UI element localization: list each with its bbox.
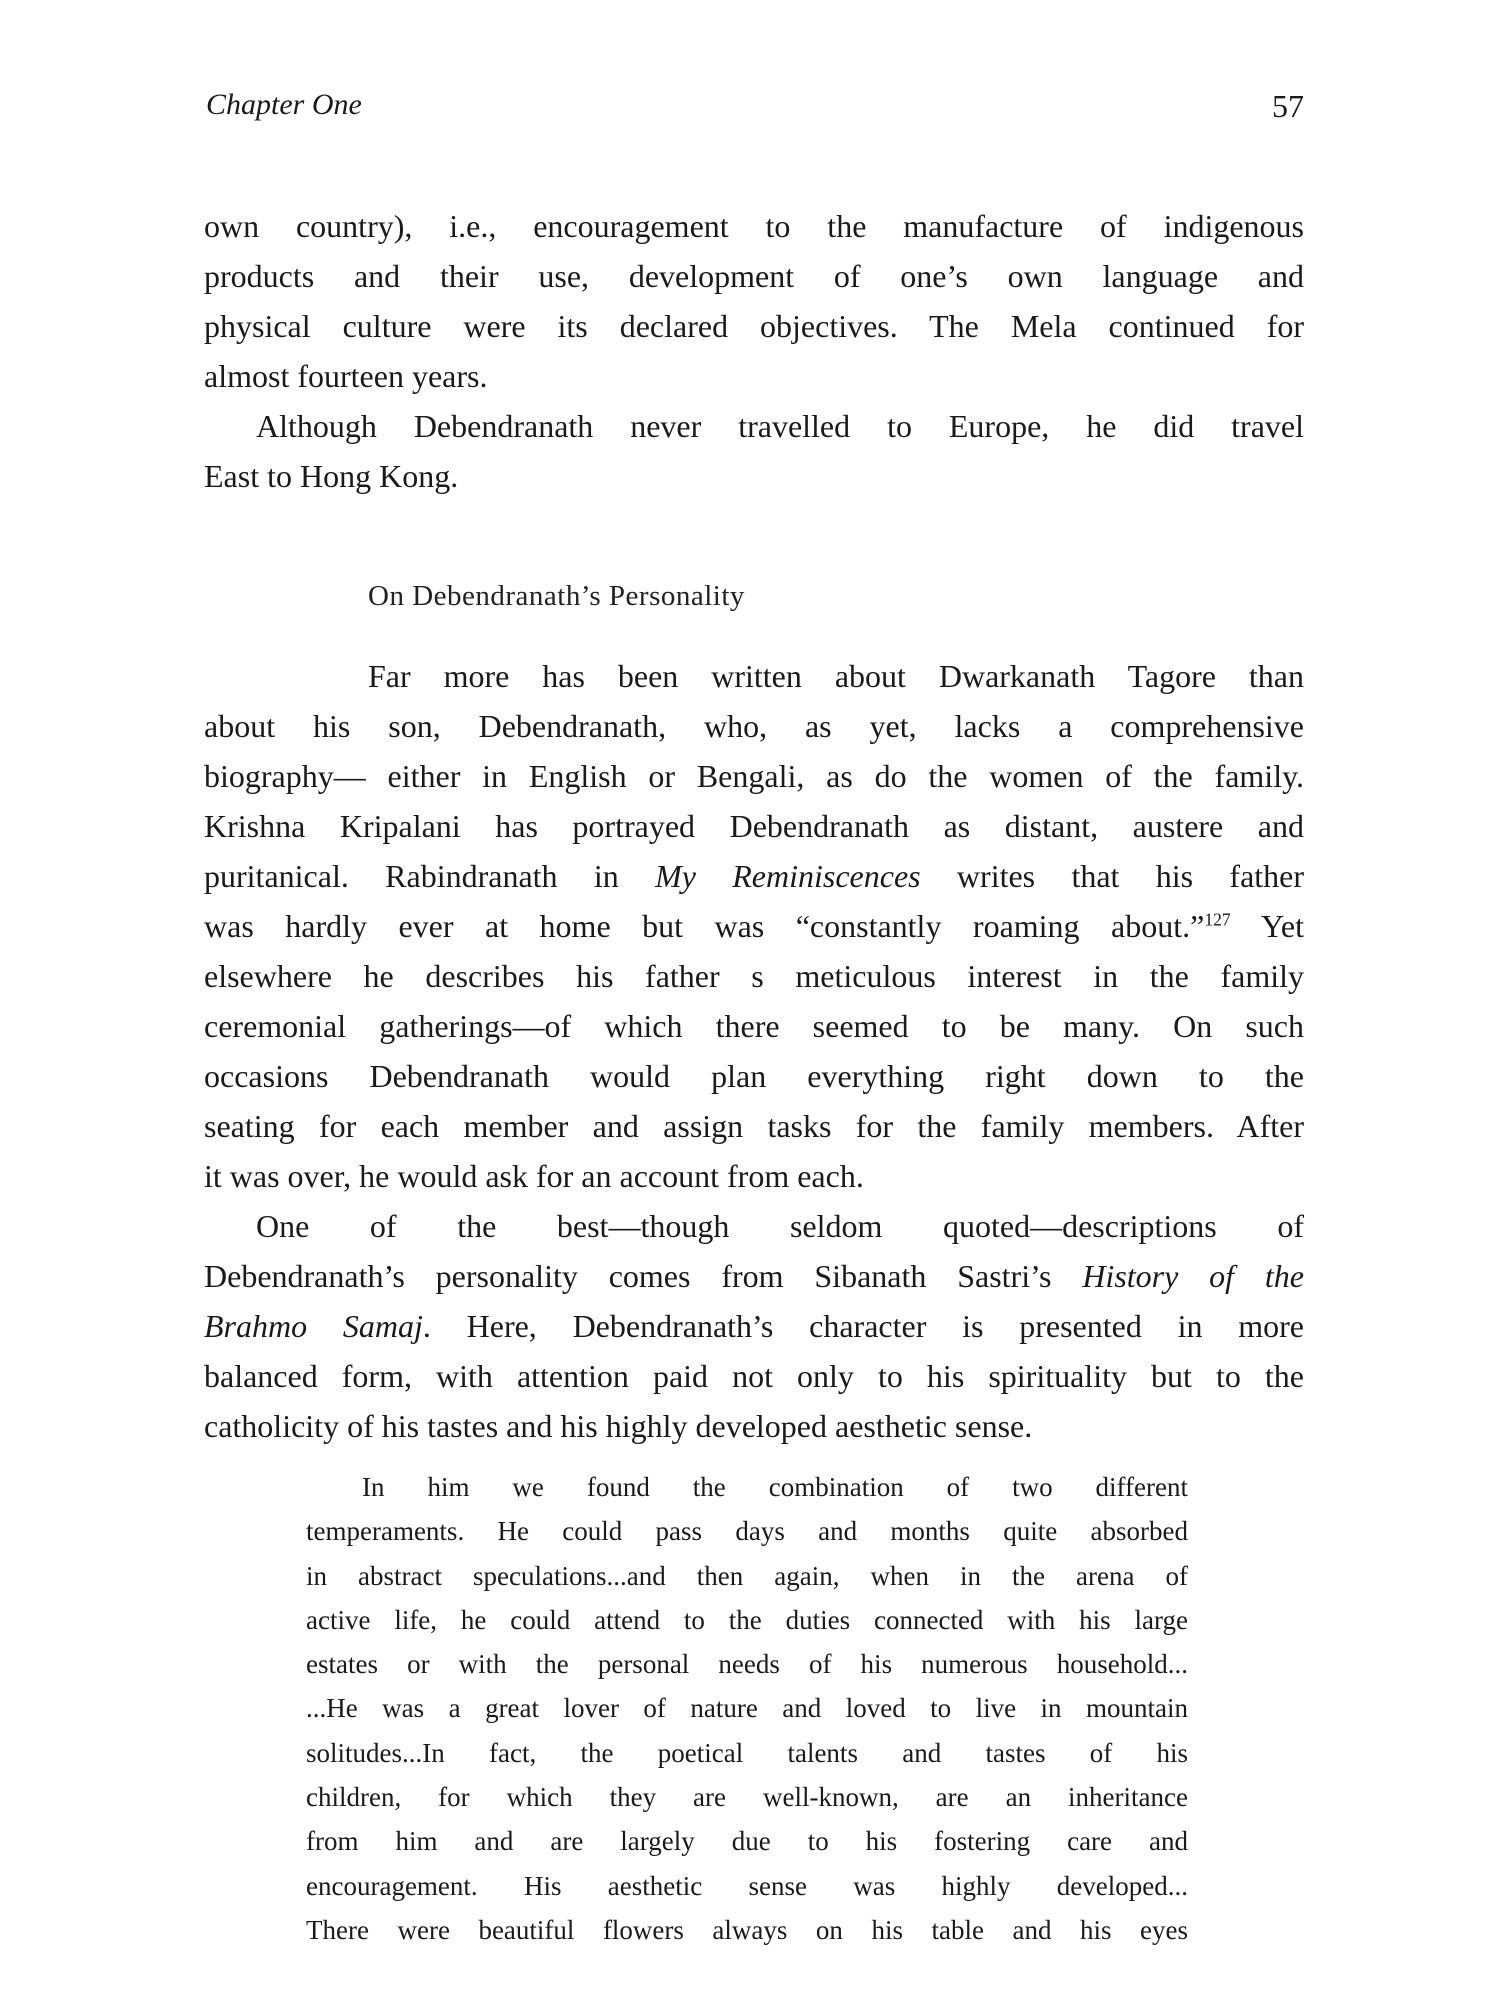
text-line [204, 1001, 1304, 1051]
italic-title: Brahmo Samaj [204, 1308, 423, 1344]
text-run: from him and are largely due to his fostering care and [306, 1826, 1188, 1857]
text-line [204, 1401, 1304, 1451]
text-line [306, 1775, 1188, 1819]
text-line [306, 1642, 1188, 1686]
text-run: was hardly ever at home but was “constantly roaming about.” [204, 908, 1205, 944]
text-run: occasions Debendranath would plan everything right down to the [204, 1058, 1304, 1094]
text-line [306, 1598, 1188, 1642]
text-run: about his son, Debendranath, who, as yet, lacks a comprehensive [204, 708, 1304, 744]
italic-title: History of the [1082, 1258, 1305, 1294]
text-line [306, 1864, 1188, 1908]
text-run: in abstract speculations...and then again, when in the arena of [306, 1560, 1188, 1591]
text-line [204, 901, 1304, 951]
text-run: own country), i.e., encouragement to the manufacture of indigenous [204, 208, 1304, 244]
text-line [204, 401, 1304, 451]
paragraph-block-intro [204, 201, 1304, 501]
text-run: it was over, he would ask for an account from each. [204, 1158, 864, 1194]
text-run: physical culture were its declared objectives. The Mela continued for [204, 308, 1304, 344]
footnote-ref: 127 [1204, 909, 1231, 930]
text-line [306, 1465, 1188, 1509]
text-run: solitudes...In fact, the poetical talents and tastes of his [306, 1737, 1188, 1768]
page-number: 57 [1272, 88, 1304, 124]
text-line [306, 1554, 1188, 1598]
text-line [204, 451, 1304, 501]
text-run: writes that his father [920, 858, 1305, 894]
text-run: active life, he could attend to the duties connected with his large [306, 1604, 1188, 1635]
text-run: ceremonial gatherings—of which there seemed to be many. On such [204, 1008, 1304, 1044]
text-run: Yet [1230, 908, 1305, 944]
text-run: Far more has been written about Dwarkanath Tagore than [368, 658, 1304, 694]
text-run: East to Hong Kong. [204, 458, 459, 494]
running-head: Chapter One [206, 88, 362, 121]
text-run: puritanical. Rabindranath in [204, 858, 656, 894]
text-run: . Here, Debendranath’s character is presented in more [422, 1308, 1305, 1344]
text-line [306, 1686, 1188, 1730]
paragraph-block-personality [204, 651, 1304, 1451]
text-line [204, 851, 1304, 901]
text-line [204, 951, 1304, 1001]
text-run: There were beautiful flowers always on his table and his eyes [306, 1914, 1188, 1945]
text-run: balanced form, with attention paid not only to his spirituality but to the [204, 1358, 1304, 1394]
text-run: elsewhere he describes his father s meticulous interest in the family [204, 958, 1304, 994]
text-run: seating for each member and assign tasks for the family members. After [204, 1108, 1304, 1144]
text-line [204, 301, 1304, 351]
text-run: biography— either in English or Bengali, as do the women of the family. [204, 758, 1304, 794]
text-line [204, 1101, 1304, 1151]
text-run: catholicity of his tastes and his highly developed aesthetic sense. [204, 1408, 1033, 1444]
text-line [306, 1819, 1188, 1863]
text-line [204, 751, 1304, 801]
text-run: almost fourteen years. [204, 358, 488, 394]
text-run: ...He was a great lover of nature and loved to live in mountain [306, 1693, 1188, 1724]
text-line [306, 1908, 1188, 1952]
text-line [204, 1251, 1304, 1301]
text-run: Debendranath’s personality comes from Sibanath Sastri’s [204, 1258, 1083, 1294]
text-line [306, 1509, 1188, 1553]
text-line [204, 1351, 1304, 1401]
text-line [204, 351, 1304, 401]
text-line [204, 1301, 1304, 1351]
text-run: One of the best—though seldom quoted—descriptions of [256, 1208, 1304, 1244]
text-line [204, 251, 1304, 301]
text-run: Krishna Kripalani has portrayed Debendranath as distant, austere and [204, 808, 1304, 844]
text-line [204, 1201, 1304, 1251]
italic-title: My Reminiscences [655, 858, 921, 894]
text-run: encouragement. His aesthetic sense was highly developed... [306, 1870, 1188, 1901]
text-line [204, 1151, 1304, 1201]
text-line [204, 651, 1304, 701]
text-run: children, for which they are well-known, are an inheritance [306, 1782, 1188, 1813]
text-line [204, 201, 1304, 251]
text-run: estates or with the personal needs of his numerous household... [306, 1649, 1188, 1680]
text-run: In him we found the combination of two different [362, 1472, 1188, 1502]
section-heading: On Debendranath’s Personality [368, 580, 745, 612]
text-run: temperaments. He could pass days and months quite absorbed [306, 1516, 1188, 1547]
text-run: products and their use, development of one’s own language and [204, 258, 1304, 294]
text-line [204, 701, 1304, 751]
text-run: Although Debendranath never travelled to Europe, he did travel [256, 408, 1304, 444]
text-line [306, 1731, 1188, 1775]
text-line [204, 1051, 1304, 1101]
block-quote [306, 1465, 1188, 1952]
text-line [204, 801, 1304, 851]
